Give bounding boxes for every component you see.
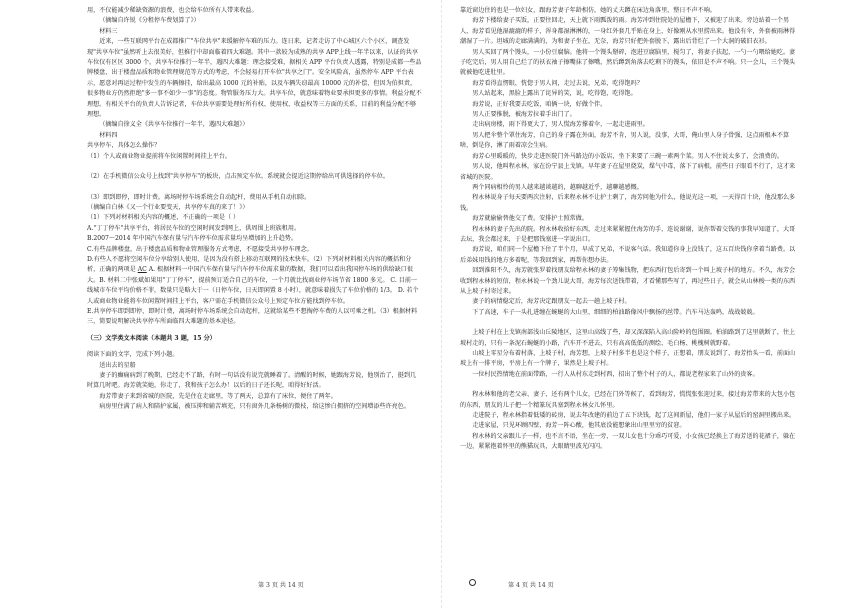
paragraph: 共享停车，具体怎么操作？ <box>87 142 161 150</box>
section-title: （三）文学类文本阅读（本题共 3 题，15 分） <box>87 334 216 342</box>
option-b: B.2007～2014 年中国汽车保有量与汽车停车位需求量均呈增加的上升趋势。 <box>87 235 297 243</box>
story-paragraph: 男人站起来，黑脸上露出了诧异的笑，说，吃得饱，吃得饱。 <box>472 90 637 98</box>
option-d <box>87 255 422 307</box>
binding-hole-icon <box>469 579 476 586</box>
story-paragraph: 下了高速，车子一头扎进缠在蜿蜒的大山里，细细的柏油路像风中飘扬的丝带。汽车马达轰鸣，战战兢兢。 <box>472 308 759 316</box>
story-paragraph: 走进家屋，只见环顾四壁，海芳一阵心酸，他其底没能想象出山里里穷的贫窘。 <box>472 422 686 430</box>
option-d-text: D.有些人不愿将空闲车位分享给别人使用，是因为没有搭上移动互联网的技术快车。（2）下列对材料相关内容的概括和分析，正确的两项是 <box>87 255 412 274</box>
option-c: C.有些品牌楼盘，出于楼盘品质和物业管理服务方式考虑，不愿接受共享停车理念。 <box>87 245 313 253</box>
story-paragraph: 海芳心里暖暖的，快步走进医院门外马路边的小饭店，坐下来要了三碗一素两个菜。男人不住说太多了，会浪费的。 <box>472 152 783 160</box>
question-stem: （1）下列对材料相关内容的概述，不正确的一项是（ ） <box>87 214 240 222</box>
source-citation: （摘编自徐义全《共享车位推行一年半，遇四大难题》） <box>99 121 249 129</box>
story-paragraph: 男人说，他叫程永林，家在汾宁县上戈镇。早年妻子在屋里烧炭，煤气中毒，落下了病根，前些日子眼看不行了，这才来省城的医院。 <box>460 163 796 181</box>
story-paragraph: 回到淮阳不久，海芳就张罗着找朋友给程永林的妻子筹集钱物，把东西打包后寄到一个叫上坡子村的地方。不久，海芳会收到程永林的短信，程永林说一个劲儿说大哥，海芳每次送钱带着，才看懂那些写了，再过些日子，就会从山林梭一类的东西从上坡子村寄过来。 <box>460 267 796 295</box>
story-paragraph: 男人正要推脱，被海芳拉着手出门了。 <box>472 111 576 119</box>
story-paragraph: 海芳说，咱们同一个屋檐下住了半个月，早成了兄弟，不说客气话。我知道你身上没钱了，这五百块钱你拿着当路费。以后弟妹用钱的地方多着呢，等我回到家，再帮你想办法。 <box>460 246 796 264</box>
step-item: （2）在手机微信公众号上找到"共享停车"的板块，点击预定车位。系统就会提近这期停给出可供选择的停车位。 <box>87 173 389 181</box>
story-paragraph: 海芳就偷偷替他交了费。安排护士照常做。 <box>472 215 588 223</box>
story-paragraph: 程永林的妻子先出的院。程永林收拾好东西，走过来紧紧握住海芳的手，连说谢谢，说你帮着交钱的事我早知道了，大哥去坛，我会都过来，于是把那钱塞进一字说出口。 <box>460 225 796 243</box>
story-paragraph: 走进院子，程永林指着低矮的砖房，说去年改建的前边了五下块钱，起了这间新屋，他们一家子从屋后的窑洞里搬出来。 <box>472 412 796 420</box>
step-item: （1）个人或商业物业提前将车位闲置时间挂上平台。 <box>87 152 232 160</box>
step-item: （3）即到即停，即时计费。离场时停车场系统会自动起杆，费用从手机自动扣除。 <box>87 193 311 201</box>
option-a: A."丁丁停车"共享平台，将居民车位的空闲时间发到网上，供周围上班族租用。 <box>87 224 301 232</box>
center-fold-line <box>441 0 442 608</box>
story-paragraph: 男人买回了两个馒头，一小份豆腐脑。他将一个馒头掰碎，泡进豆腐脑里，搅匀了，将妻子扶起，一勺一勺喂给她吃。妻子吃完后，男人用自己烂了的袄衣袖子擦嘴抹了擦嘴，然后蹲到角落去吃剩下的馒头，依旧是不声不响。只一会儿，三个馒头就被他吃进肚里。 <box>460 48 796 77</box>
story-paragraph: 男人把伞整个罩住海芳，自己的身子露在外面，海芳不肯，男人说，没事，大哥，俺山里人身子骨强，这点雨根本不算啥，倒是你，淋了雨着凉会生病。 <box>460 131 790 150</box>
story-paragraph: 海芳说，正好我要去吃饭，咱俩一块，好做个伴。 <box>472 100 607 108</box>
option-e: E.共享停车即到即停，即时计费，离场时停车场系统会自动起杆，这就给某些不想掏停车费的人以可乘之机。（3）根据材料三，简要说明解决共享停车所面临四大难题的基本途径。 <box>87 307 418 326</box>
story-title: 送出去的星船 <box>99 361 136 369</box>
page-number-right: 第 4 页 共 14 页 <box>508 582 554 589</box>
source-citation: （摘编自许锐《分租停车费划算了》） <box>99 17 200 25</box>
option-d-analysis: A. 根据材料一中国汽车保有量与汽车停车位需求量的数据，我们可以看出我国停车场的供给缺口很大。B. 材料二中张斌如果用"丁丁停车"，提前预订适合自己的车位，一个月就比找商业停车场节省 1800 多元。 C. 目前一线城市车位平均价格不菲，数量只是略大于一（日停车位，日天即闲置 8 小时），就意味着损失了车位价格的 1/3。 D. 若个人或商业物业能将车位闲置时间挂上平台，客户需在手机微信公众号上预定车位方能找到停车位。 <box>87 266 419 305</box>
story-paragraph: 山坡上零星分布着村落，上坡子村，海芳想，上坡子村多半也是这个样子，正想着，朋友说到了，海芳抬头一看，前面山坡上有一排平房，平房上有一个牌子，果然是上坡子村。 <box>460 350 796 368</box>
section-instruction: 阅读下面的文字，完成下列小题。 <box>87 351 179 359</box>
story-paragraph: 一位村民热情地在前面带路，一行人从村东走到村西，招出了整个村子的人，都说老程家来了山外的贵客。 <box>472 370 759 378</box>
story-paragraph: 程永林和他的老父亲、妻子、还有两个儿女，已经在门外等候了，看到海芳，慌慌张张迎过来，接过海芳带来的大包小包的东西，朋友的儿子把一个精篆玩具塞到程永林女儿怀里。 <box>460 391 796 409</box>
answer-fill: AC <box>137 266 147 274</box>
left-page-column <box>87 6 422 413</box>
story-paragraph: 程永林的父亲跟儿子一样，也不言不语，坐在一旁，一双儿女也十分乖巧可爱，小女孩已经换上了海芳送的花裙子，躲在一边，紧紧抱着怀里的熊猫玩具，大眼睛里波光闪闪。 <box>460 432 796 451</box>
paragraph: 近来，一些互联网平台在成都推广"车位共享"来缓解停车难的压力。连日来，记者走访了中心城区六个小区，调查发现"共享车位"虽然听上去很美好，但推行中却面临着四大难题。其中一款较为成熟的共享 APP上线一年半以来，认证的共享车位仅有区区 3000 个。共享车位推行一年半，遇四大难题：理念接受难，据相关 APP 平台负责人透露，特别是成都一些品牌楼盘，出于楼盘品质和物业管理规范等方式的考虑，不会轻易打开车位"共享之门"。安全风险高，虽然停车 APP 平台表示，愿意对再运过程中发生的车辆擦挂，给出最高 1000 元的补贴，以及车辆失窃最高 10000 元的补偿，但因为伯担责，很多物业方仍然拒绝"多一事不如少一事"的态度。物管服务压力大。共享车位，就意味着物业要承担更多的事情。利益分配不理想。有相关平台的负责人告诉记者，车位共享需要处理好所有权、使用权、收益权等三方面的关系，目前的利益分配不够理想。 <box>87 38 422 119</box>
story-paragraph: 两个同病相怜的男人越来越谈越的，越聊越近乎，越聊越感慨。 <box>472 183 643 191</box>
story-paragraph: 海芳带妻子来到省城的医院，先是住在走廊里，等了两天，总算有了床位，便住了两年。 <box>99 392 337 400</box>
right-page-column <box>460 6 796 453</box>
story-paragraph: 妻子的病情稳定后，海芳决定跟朋友一起去一趟上坡子村。 <box>472 298 631 306</box>
story-paragraph: 上坡子村在上戈镇南部浅山丘陵地区，这里山高线了些，却又深深陷入高山险岭的包围圈。柏油路到了这里就断了，往上坡村走的，只有一条泥石蜿蜒的小路，汽车开不进去，只有高高低低的测绘、毛白杨、桃槐树就野着。 <box>460 329 796 347</box>
paragraph: 用，不仅能减少稀缺资源的浪费，也会给车位所有人带来收益。 <box>87 7 258 14</box>
story-paragraph: 病房里住满了病人和陪护家属，被压抑和辅苦填充，只有窗外几条杨树的微枝，给这惨白拥挤的空间增添些许亮色。 <box>99 403 410 411</box>
material-heading: 材料四 <box>99 131 118 139</box>
material-heading: 材料三 <box>99 27 118 35</box>
story-paragraph: 海芳下楼给妻子买饭，正要往回走，天上就下雨瓢泼的雨。海芳冲到住院处的屋檐下，又被迎了出来。旁边站着一个男人，海芳看见他湿漉漉的样子，浑身都湿淋淋的，一身红外套几乎贴在身上，好像刚从水里捞出来。他没有伞，外套被雨淋得潮湿了一片。坦城的走廊满满的，为和妻子坐在，无奈，海芳只好把外套脱下，露出后背烂了一个大洞的破旧衣衫。 <box>460 17 796 46</box>
story-paragraph: 程永林说身子每天要两次注射，后来程永林不让护士剩了，海芳问他为什么，他说光这一项，一天得百十块，他没那么多钱。 <box>460 194 796 212</box>
story-paragraph: 妻子的癫痫病到了晚期，已经走不了路，有时一句话没有说完就睡着了。清醒的时候，她跟海芳说，他别治了，挺到几时算几时吧。海芳就笑她，你走了，我和孩子怎么办！以后的日子还长呢，咱得好好活。 <box>87 372 417 390</box>
story-paragraph: 靠近窗边住的也是一位妇女，跟海芳妻子年龄相仿，她的丈夫蹲在床边角落里，整日不声不响。 <box>460 7 716 14</box>
page-number-left: 第 3 页 共 14 页 <box>258 582 304 589</box>
source-citation: （摘编自白林《又一个行业要变天，共享停车真的来了！》） <box>87 203 249 211</box>
story-paragraph: 海芳看得直愣眼，恍惚于男人问，走过去说，兄弟，吃得饱吗？ <box>472 79 643 87</box>
story-paragraph: 走出病房楼，雨下得更大了，男人慌海芳撑着伞，一起走进雨里。 <box>472 121 649 129</box>
